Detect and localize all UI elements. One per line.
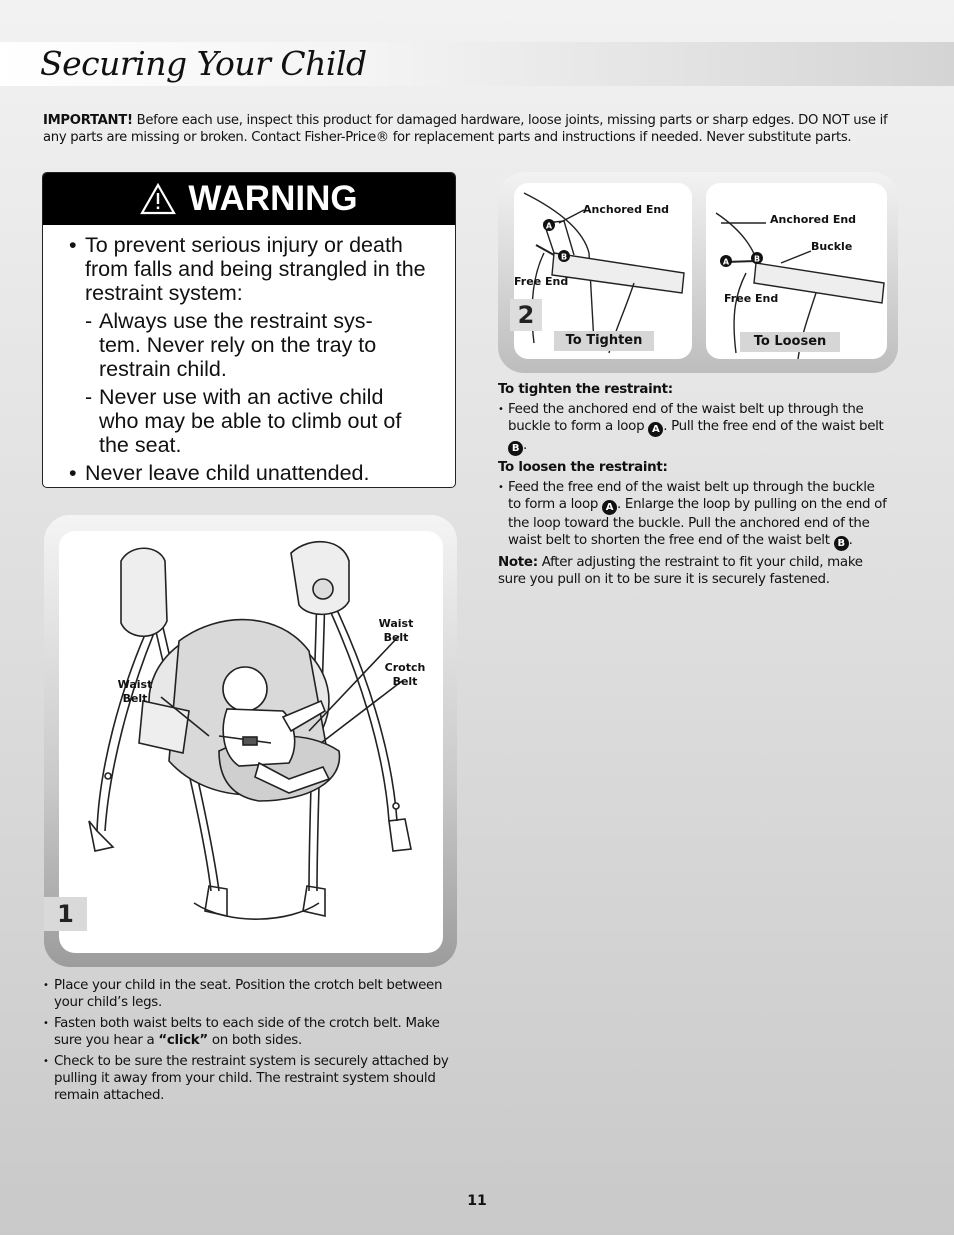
tighten-heading: To tighten the restraint: xyxy=(498,382,673,397)
list-item: • Place your child in the seat. Position the crotch belt between your child’s legs. xyxy=(43,977,455,1011)
important-notice xyxy=(43,112,903,146)
caption-to-tighten: To Tighten xyxy=(554,331,654,351)
note xyxy=(498,554,890,588)
list-item-text: on both sides. xyxy=(207,1033,302,1048)
list-item xyxy=(498,479,890,551)
click-word: “click” xyxy=(158,1033,208,1048)
circle-a-icon: A xyxy=(648,422,663,437)
warning-bullet: • Never leave child unattended. xyxy=(69,461,445,485)
instruction-list-right xyxy=(498,381,890,588)
warning-box xyxy=(42,172,456,488)
label-free-end: Free End xyxy=(724,292,779,305)
figure-1-panel xyxy=(44,515,457,967)
circle-a-icon: A xyxy=(602,500,617,515)
label-anchored-end: Anchored End xyxy=(770,213,857,226)
list-item xyxy=(498,401,890,456)
list-item-text: Fasten both waist belts to each side of the crotch belt. Make sure you hear a xyxy=(54,1016,440,1048)
page-number: 11 xyxy=(467,1193,487,1209)
label-crotch-belt: Crotch Belt xyxy=(384,661,426,688)
important-label: IMPORTANT! xyxy=(43,113,133,128)
warning-dash-item: - Never use with an active child who may be able to climb out of the seat. xyxy=(69,385,445,457)
label-free-end: Free End xyxy=(514,275,569,288)
figure-2-number: 2 xyxy=(510,299,542,331)
warning-body xyxy=(43,225,455,485)
caption-to-loosen: To Loosen xyxy=(740,332,840,352)
warning-header xyxy=(43,173,455,225)
list-item-text: Feed the free end of the waist belt up through the buckle to form a loop xyxy=(508,480,875,512)
label-anchored-end: Anchored End xyxy=(583,203,670,216)
warning-dash-item: - Always use the restraint sys-tem. Never rely on the tray to restrain child. xyxy=(69,309,445,381)
note-label: Note: xyxy=(498,555,538,570)
note-text: After adjusting the restraint to fit your child, make sure you pull on it to be sure it is securely fastened. xyxy=(498,555,863,587)
warning-title: WARNING xyxy=(188,179,358,218)
label-waist-belt-left: Waist Belt xyxy=(117,678,153,705)
warning-bullet: • To prevent serious injury or death from falls and being strangled in the restraint system: xyxy=(69,233,445,305)
figure-1-number: 1 xyxy=(44,897,87,931)
page-title: Securing Your Child xyxy=(40,44,367,83)
svg-text:B: B xyxy=(753,254,761,264)
list-item xyxy=(43,1015,455,1049)
figure-2-panel xyxy=(498,172,898,373)
circle-b-icon: B xyxy=(508,441,523,456)
svg-text:B: B xyxy=(560,252,568,262)
svg-text:A: A xyxy=(722,257,730,267)
list-item-text: . Enlarge the loop by pulling on the end of the loop toward the buckle. Pull the anchored end of the waist belt to shorten the free end of the waist belt xyxy=(508,497,887,548)
figure-1-illustration-area xyxy=(59,531,443,953)
circle-b-icon: B xyxy=(834,536,849,551)
list-item-text: . xyxy=(523,438,527,453)
loosen-heading: To loosen the restraint: xyxy=(498,460,668,475)
list-item-text: . Pull the free end of the waist belt xyxy=(663,419,884,434)
swing-illustration xyxy=(59,531,443,953)
label-buckle: Buckle xyxy=(811,240,853,253)
list-item-text: Feed the anchored end of the waist belt up through the buckle to form a loop xyxy=(508,402,864,434)
warning-triangle-icon xyxy=(140,183,176,215)
list-item-text: . xyxy=(848,533,853,548)
important-text: Before each use, inspect this product for damaged hardware, loose joints, missing parts or sharp edges. DO NOT use if any parts are missing or broken. Contact Fisher-Price® for replacement parts and instructions if needed. Never substitute parts. xyxy=(43,113,888,145)
svg-text:A: A xyxy=(545,221,553,231)
instruction-list-left xyxy=(43,977,455,1108)
label-waist-belt-right: Waist Belt xyxy=(378,617,414,644)
list-item: • Check to be sure the restraint system is securely attached by pulling it away from your child. The restraint system should remain attached. xyxy=(43,1053,455,1104)
